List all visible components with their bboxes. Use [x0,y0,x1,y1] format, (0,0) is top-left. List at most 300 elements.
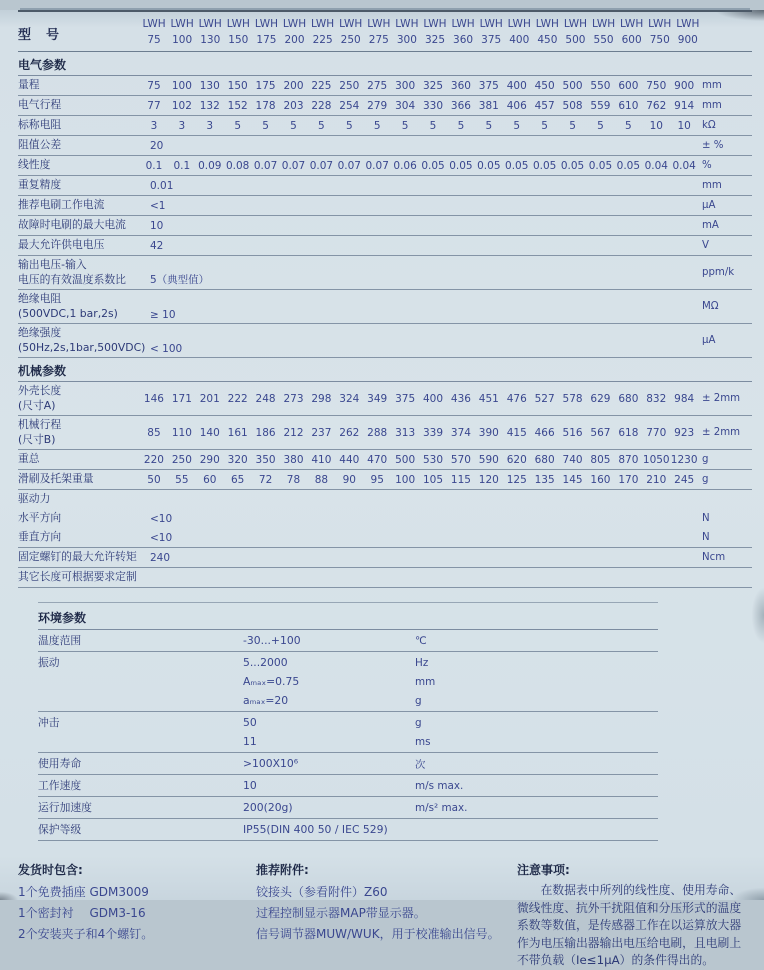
model-column-header [337,16,365,48]
model-number: 300 [396,34,417,46]
value-cell: 161 [227,426,248,439]
value-cell: 225 [311,79,332,92]
value-cell: 0.07 [365,159,389,172]
value-cell: 0.07 [309,159,334,172]
row-label [18,509,140,528]
env-value: 5...2000 [243,656,288,669]
value-cell: 90 [342,473,356,486]
model-column-header [196,16,224,48]
value-cell: 600 [618,79,639,92]
value-cell: 570 [450,453,471,466]
value-cell: 0.1 [145,159,163,172]
model-number: 325 [424,34,445,46]
env-line [38,631,658,650]
value-cell: 170 [618,473,639,486]
row-label [18,96,140,115]
value-cell: 201 [199,392,220,405]
footer-line: 2个安装夹子和4个螺钉。 [18,927,154,941]
spec-row [18,196,752,216]
value-cell: 100 [171,79,192,92]
model-number: 250 [340,34,361,46]
row-values [140,80,698,92]
value-cell: 610 [618,99,639,112]
env-unit: g [415,716,422,729]
model-prefix: LWH [282,18,307,30]
unit-label: N [702,532,710,543]
value-cell: 349 [367,392,388,405]
value-cell: 3 [178,119,186,132]
value-cell: 245 [674,473,695,486]
row-label-line: 其它长度可根据要求定制 [18,570,137,584]
model-prefix: LWH [198,18,222,30]
value-cell: 516 [562,426,583,439]
value-cell: 406 [506,99,527,112]
value-cell: 5 [234,119,242,132]
env-value: 11 [243,735,257,748]
model-column-header [533,16,561,48]
model-number: 375 [481,34,502,46]
value-cell: 78 [286,473,301,486]
spec-row [18,568,752,588]
value-cell: 5 [373,119,381,132]
row-label [18,548,140,567]
row-label [18,236,140,255]
value-cell: 102 [171,99,192,112]
footer-column-title: 注意事项: [517,863,570,877]
value-cell: 923 [674,426,695,439]
env-unit: ms [415,735,431,748]
model-column-header [393,16,421,48]
row-label-line: 绝缘强度 [18,326,62,339]
model-header-row [18,10,752,52]
value-cell: 451 [478,392,499,405]
single-value: 42 [150,239,164,252]
env-unit: g [415,694,422,707]
value-cell: 5 [569,119,576,132]
value-cell: 375 [395,392,416,405]
single-value: 5（典型值） [150,274,210,286]
value-cell: 0.05 [505,159,529,172]
value-cell: 450 [534,79,555,92]
unit-label: g [702,454,709,465]
spec-row [18,382,752,416]
env-row-group [38,819,658,841]
value-cell: 146 [143,392,164,405]
model-prefix: LWH [311,18,335,30]
model-number: 225 [312,34,333,46]
value-cell: 72 [258,473,273,486]
value-cell: 440 [339,453,360,466]
single-value: ≥ 10 [150,309,176,321]
model-number: 100 [172,34,193,46]
row-label-line: 机械行程 [18,418,62,431]
value-cell: 620 [506,453,527,466]
value-cell: 210 [646,473,667,486]
env-row-label: 工作速度 [38,779,82,792]
value-cell: 374 [450,426,471,439]
env-line [38,776,658,795]
value-cell: 527 [534,392,555,405]
row-label [18,528,140,547]
value-cell: 500 [562,79,583,92]
row-label [18,256,140,289]
model-column-header [365,16,393,48]
model-number: 275 [368,34,389,46]
unit-label: mA [702,220,719,231]
unit-label: V [702,240,709,251]
value-cell: 559 [590,99,611,112]
value-cell: 590 [478,453,499,466]
value-cell: 203 [283,99,304,112]
value-cell: 55 [175,473,189,486]
model-column-header [646,16,674,48]
value-cell: 220 [143,453,164,466]
model-number: 75 [147,34,161,46]
value-cell: 171 [171,392,192,405]
row-label-line: 阻值公差 [18,138,62,152]
model-column-header [674,16,702,48]
model-prefix: LWH [676,18,700,30]
row-label-line: 重总 [18,452,40,466]
row-label [18,416,140,449]
footer-line: 1个免费插座 GDM3009 [18,885,149,899]
model-number: 750 [649,34,670,46]
model-number: 500 [565,34,586,46]
row-label [18,176,140,195]
env-value: 200(20g) [243,801,293,814]
value-cell: 0.05 [616,159,641,172]
model-number: 360 [453,34,474,46]
env-line [38,713,658,732]
model-column-header [309,16,337,48]
value-cell: 10 [677,119,691,132]
single-value: <1 [150,199,166,212]
spec-row [18,290,752,324]
row-values [140,393,698,405]
unit-label: % [702,160,712,171]
spec-row [18,324,752,358]
value-cell: 339 [422,426,444,439]
env-value: 10 [243,779,257,792]
value-cell: 10 [649,119,663,132]
value-cell: 415 [506,426,527,439]
value-cell: 105 [422,473,444,486]
value-cell: 60 [203,473,217,486]
value-cell: 550 [590,79,611,92]
env-row-group [38,797,658,819]
row-label [18,156,140,175]
env-unit: m/s² max. [415,801,468,814]
model-number: 600 [621,34,642,46]
env-unit: m/s max. [415,779,464,792]
env-row-group [38,712,658,753]
value-cell: 740 [562,453,583,466]
single-value: 20 [150,139,164,152]
env-value: 50 [243,716,257,729]
value-cell: 88 [314,473,329,486]
row-label [18,136,140,155]
value-cell: 145 [562,473,583,486]
value-cell: 984 [674,392,695,405]
row-values [140,427,698,439]
row-label-line: (尺寸A) [18,398,56,412]
model-column-header [280,16,308,48]
value-cell: 380 [283,453,304,466]
value-cell: 457 [534,99,555,112]
value-cell: 680 [618,392,639,405]
value-cell: 254 [339,99,360,112]
value-cell: 366 [450,99,471,112]
value-cell: 770 [646,426,667,439]
value-cell: 298 [311,392,332,405]
model-column-header [477,16,505,48]
spec-sections [18,52,752,588]
value-cell: 325 [422,79,444,92]
value-cell: 381 [478,99,499,112]
model-column-header [168,16,196,48]
value-cell: 120 [478,473,499,486]
row-label-line: 推荐电刷工作电流 [18,198,105,212]
model-number: 450 [537,34,558,46]
value-cell: 578 [562,392,583,405]
row-values [140,454,698,466]
value-cell: 832 [646,392,667,405]
value-cell: 0.1 [173,159,191,172]
value-cell: 228 [311,99,332,112]
value-cell: 65 [230,473,245,486]
unit-label: kΩ [702,120,716,131]
model-prefix: LWH [535,18,559,30]
spec-row [18,96,752,116]
value-cell: 300 [395,79,416,92]
model-number: 200 [284,34,305,46]
value-cell: 85 [147,426,161,439]
row-label-line: 外壳长度 [18,384,62,397]
row-label [18,76,140,95]
env-value: Aₘₐₓ=0.75 [243,675,300,688]
value-cell: 436 [450,392,471,405]
model-number: 550 [593,34,614,46]
value-cell: 160 [590,473,611,486]
model-prefix: LWH [479,18,503,30]
unit-label: mm [702,100,722,111]
value-cell: 618 [618,426,639,439]
row-label-line: 故障时电刷的最大电流 [18,218,126,232]
row-label-line: (尺寸B) [18,432,56,446]
value-cell: 273 [283,392,304,405]
unit-label: ± 2mm [702,427,741,438]
value-cell: 5 [401,119,409,132]
value-cell: 212 [283,426,304,439]
single-value: <10 [150,512,173,525]
env-unit: mm [415,675,436,688]
value-cell: 132 [199,99,220,112]
spec-row [18,450,752,470]
value-cell: 5 [625,119,632,132]
unit-label: N [702,513,710,524]
row-label-line: 固定螺钉的最大允许转矩 [18,550,137,564]
model-prefix: LWH [254,18,278,30]
unit-label: ppm/k [702,267,735,278]
value-cell: 100 [395,473,416,486]
row-label-line: 电压的有效温度系数比 [18,272,126,286]
value-cell: 0.09 [198,159,222,172]
value-cell: 0.06 [393,159,417,172]
spec-row [18,216,752,236]
single-value: < 100 [150,343,183,355]
row-label [18,382,140,415]
row-label-line: 最大允许供电电压 [18,238,105,252]
value-cell: 50 [147,473,161,486]
value-cell: 125 [506,473,527,486]
value-cell: 237 [311,426,332,439]
model-prefix: LWH [648,18,672,30]
env-value: >100X10⁶ [243,757,299,770]
model-number: 150 [228,34,249,46]
single-value: <10 [150,531,173,544]
value-cell: 0.05 [532,159,557,172]
env-unit: ℃ [415,634,427,647]
model-column-header [505,16,533,48]
model-number: 400 [509,34,530,46]
footer-column [256,861,511,970]
unit-label: Ncm [702,552,726,563]
value-cell: 0.07 [253,159,278,172]
value-cell: 400 [422,392,444,405]
spec-row [18,490,752,509]
env-row-group [38,775,658,797]
env-rows [38,630,658,841]
model-label: 型 号 [18,28,61,43]
row-label [18,196,140,215]
value-cell: 5 [345,119,353,132]
value-cell: 5 [457,119,465,132]
value-cell: 275 [367,79,388,92]
env-line [38,798,658,817]
spec-row [18,156,752,176]
model-prefix: LWH [563,18,588,30]
spec-row [18,176,752,196]
model-prefix: LWH [507,18,531,30]
model-prefix: LWH [451,18,475,30]
value-cell: 375 [478,79,499,92]
value-cell: 290 [199,453,220,466]
single-value: 10 [150,219,164,232]
value-cell: 135 [534,473,555,486]
env-row-group [38,753,658,775]
value-cell: 750 [646,79,667,92]
value-cell: 262 [339,426,360,439]
value-cell: 5 [318,119,325,132]
value-cell: 500 [395,453,416,466]
value-cell: 95 [370,473,384,486]
value-cell: 567 [590,426,611,439]
model-column-header [252,16,280,48]
row-label-line: 驱动力 [18,492,51,506]
footer-column-title: 推荐附件: [256,863,309,877]
env-row-label: 冲击 [38,716,60,729]
model-prefix: LWH [367,18,391,30]
single-value: 240 [150,551,171,564]
value-cell: 0.04 [672,159,696,172]
env-line [38,691,658,710]
value-cell: 470 [367,453,388,466]
value-cell: 304 [395,99,416,112]
row-label-line: 输出电压-输入 [18,258,87,271]
value-cell: 390 [478,426,499,439]
env-row-label: 保护等级 [38,823,82,836]
environment-table [38,602,658,841]
value-cell: 0.05 [588,159,613,172]
value-cell: 1230 [670,453,698,466]
value-cell: 75 [147,79,161,92]
env-row-label: 振动 [38,656,60,669]
env-value: IP55(DIN 400 50 / IEC 529) [243,823,388,836]
unit-label: mm [702,80,722,91]
value-cell: 0.07 [281,159,306,172]
row-label-line: 标称电阻 [18,118,62,132]
footer-column [511,861,750,970]
env-row-label: 运行加速度 [38,801,92,814]
value-cell: 5 [597,119,604,132]
value-cell: 466 [534,426,555,439]
model-prefix: LWH [395,18,419,30]
value-cell: 1050 [642,453,670,466]
row-values [140,100,698,112]
row-label-line: (500VDC,1 bar,2s) [18,306,118,320]
model-prefix: LWH [170,18,194,30]
value-cell: 5 [541,119,548,132]
spec-row [18,136,752,156]
value-cell: 288 [367,426,388,439]
value-cell: 5 [429,119,437,132]
spec-table [18,10,752,588]
row-label [18,470,140,489]
spec-row [18,548,752,568]
row-label [18,450,140,469]
value-cell: 5 [513,119,521,132]
value-cell: 3 [150,119,158,132]
value-cell: 0.05 [477,159,501,172]
value-cell: 530 [422,453,444,466]
row-label-line: 绝缘电阻 [18,292,62,305]
env-value: aₘₐₓ=20 [243,694,289,707]
row-label [18,568,140,587]
env-line [38,820,658,839]
value-cell: 914 [674,99,695,112]
value-cell: 324 [339,392,360,405]
unit-label: mm [702,180,722,191]
value-cell: 410 [311,453,332,466]
value-cell: 0.05 [449,159,473,172]
model-number: 130 [200,34,221,46]
footer-column [18,861,256,970]
model-column-header [421,16,449,48]
value-cell: 279 [367,99,388,112]
model-column-header [224,16,252,48]
value-cell: 476 [506,392,527,405]
value-cell: 870 [618,453,639,466]
model-columns [140,16,702,48]
row-label-line: 线性度 [18,158,51,172]
value-cell: 400 [506,79,527,92]
value-cell: 5 [262,119,269,132]
value-cell: 250 [171,453,192,466]
env-line [38,754,658,773]
spec-row [18,116,752,136]
spec-row [18,236,752,256]
spec-row [18,76,752,96]
